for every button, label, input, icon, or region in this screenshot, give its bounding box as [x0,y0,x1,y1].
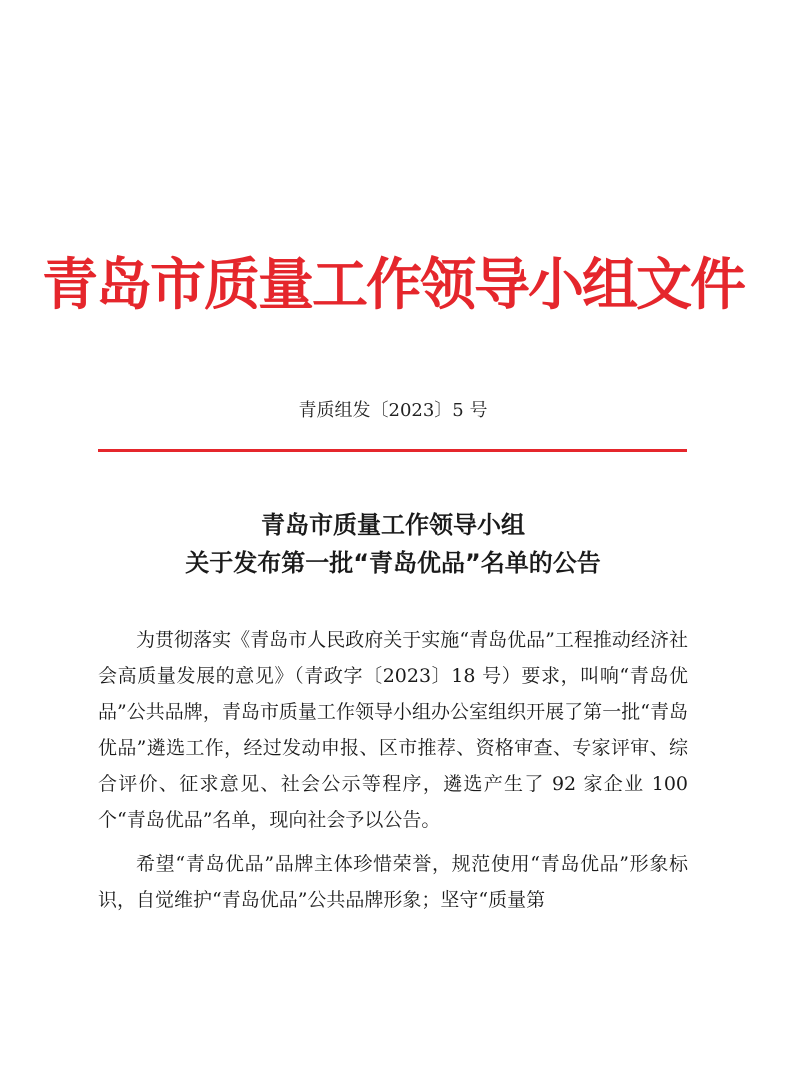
document-number: 青质组发〔2023〕5 号 [298,400,488,421]
notice-body [98,622,688,926]
notice-title [0,506,786,582]
body-paragraph-2: 希望“青岛优品”品牌主体珍惜荣誉，规范使用“青岛优品”形象标识，自觉维护“青岛优品”公共品牌形象；坚守“质量第 [98,853,688,911]
red-divider-line [98,449,687,452]
notice-title-line-1: 青岛市质量工作领导小组 [261,511,525,539]
body-paragraph-1: 为贯彻落实《青岛市人民政府关于实施“青岛优品”工程推动经济社会高质量发展的意见》（青政字〔2023〕18 号）要求，叫响“青岛优品”公共品牌，青岛市质量工作领导小组办公室组织开展了第一批“青岛优品”遴选工作，经过发动申报、区市推荐、资格审查、专家评审、综合评价、征求意见、社会公示等程序，遴选产生了 92 家企业 100 个“青岛优品”名单，现向社会予以公告。 [98,629,688,831]
notice-title-line-2: 关于发布第一批“青岛优品”名单的公告 [185,549,601,577]
document-header-title: 青岛市质量工作领导小组文件 [42,253,744,318]
